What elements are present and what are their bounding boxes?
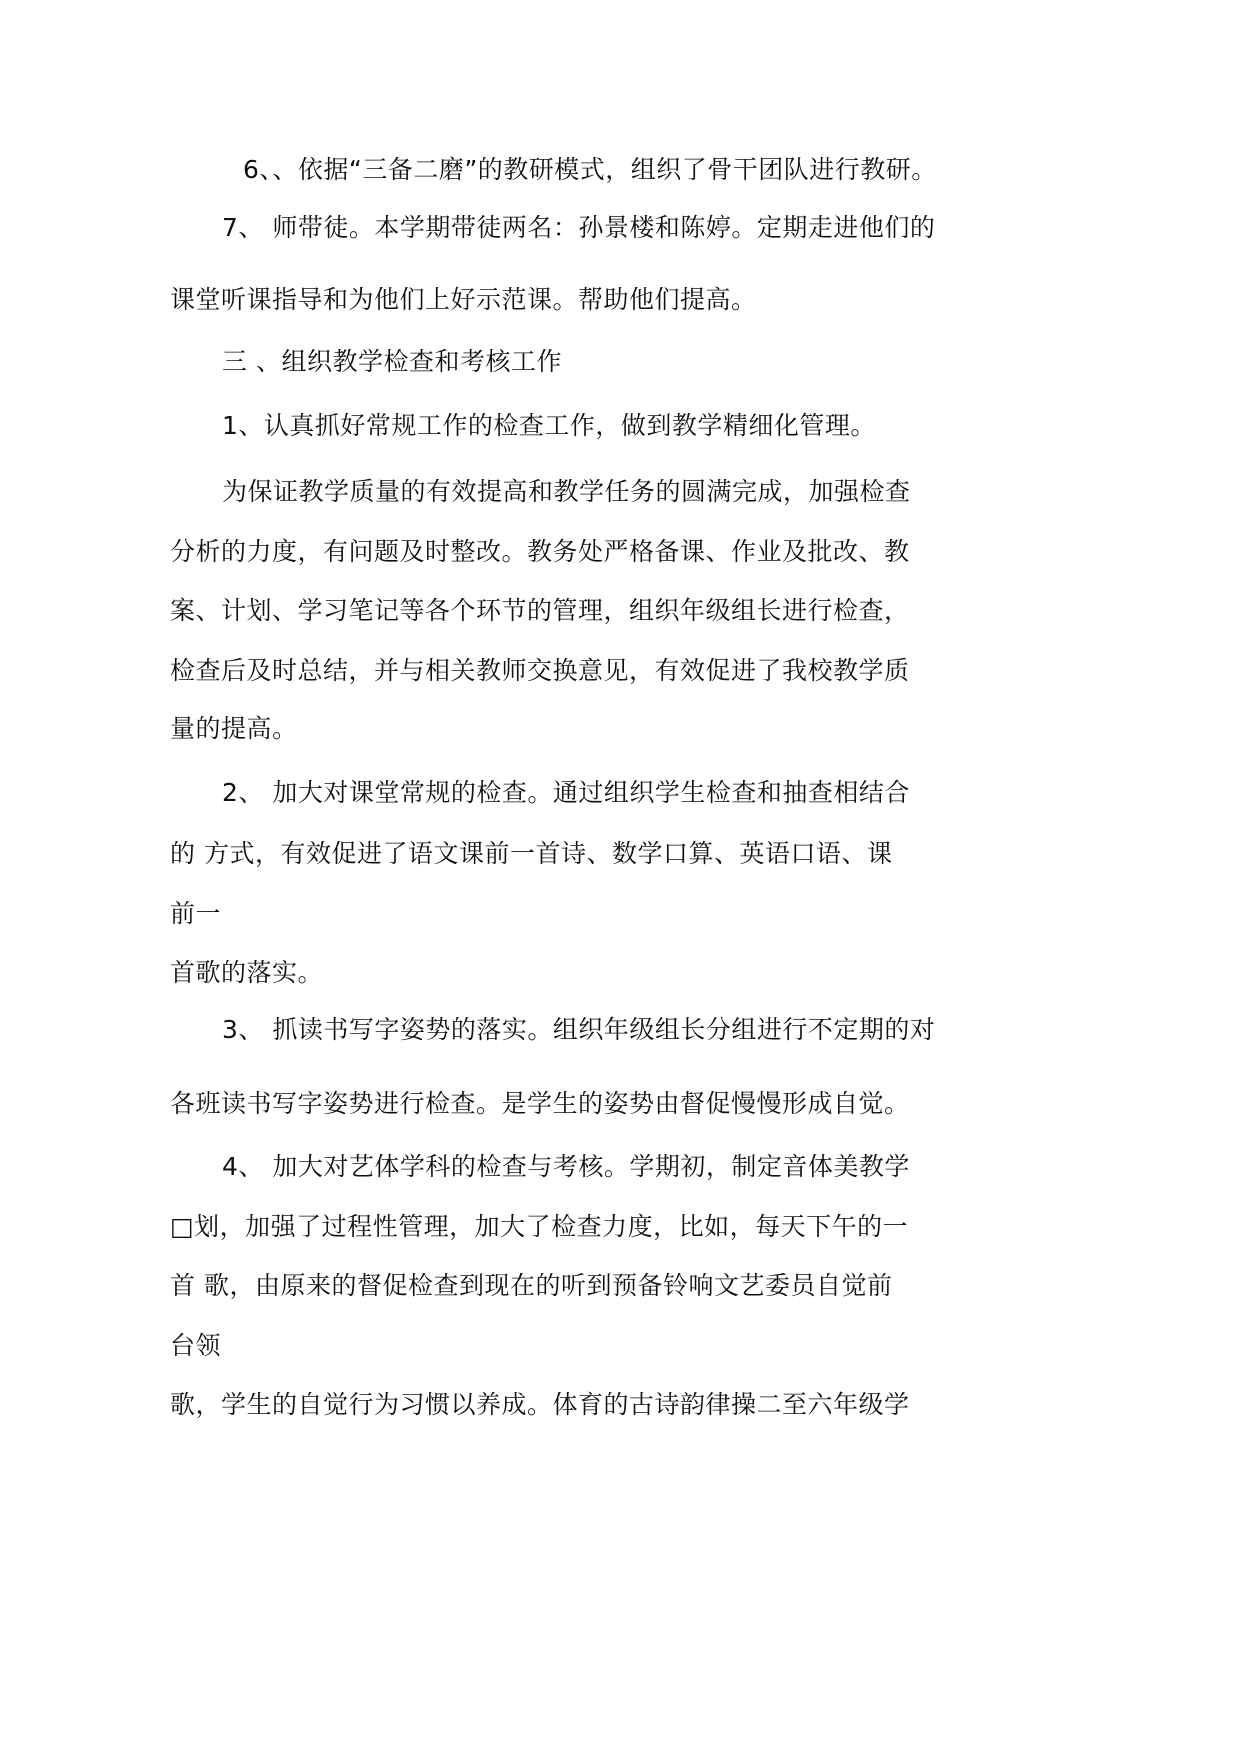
text-line: 课堂听课指导和为他们上好示范课。帮助他们提高。 <box>170 285 757 314</box>
text-line: 为保证教学质量的有效提高和教学任务的圆满完成，加强检查 <box>222 477 911 506</box>
text-line: 各班读书写字姿势进行检查。是学生的姿势由督促慢慢形成自觉。 <box>170 1089 910 1118</box>
text-line: 分析的力度，有问题及时整改。教务处严格备课、作业及批改、教 <box>170 537 910 566</box>
text-line: 6、、依据“三备二磨”的教研模式，组织了骨干团队进行教研。 <box>243 155 937 184</box>
text-line: 前一 <box>170 899 222 928</box>
text-line: 首歌的落实。 <box>170 958 324 987</box>
section-heading: 三 、组织教学检查和考核工作 <box>222 347 562 376</box>
text-line: 2、 加大对课堂常规的检查。通过组织学生检查和抽查相结合 <box>222 778 910 807</box>
text-line: 案、计划、学习笔记等各个环节的管理，组织年级组长进行检查， <box>170 596 910 625</box>
text-line: 3、 抓读书写字姿势的落实。组织年级组长分组进行不定期的对 <box>222 1015 936 1044</box>
text-line: 首 歌，由原来的督促检查到现在的听到预备铃响文艺委员自觉前 <box>170 1271 893 1300</box>
text-line: 7、 师带徒。本学期带徒两名：孙景楼和陈婷。定期走进他们的 <box>222 213 936 242</box>
text-line: 台领 <box>170 1331 222 1360</box>
text-line: 4、 加大对艺体学科的检查与考核。学期初，制定音体美教学 <box>222 1152 910 1181</box>
text-line: 的 方式，有效促进了语文课前一首诗、数学口算、英语口语、课 <box>170 839 893 868</box>
text-line: 检查后及时总结，并与相关教师交换意见，有效促进了我校教学质 <box>170 656 910 685</box>
text-line: 量的提高。 <box>170 714 298 743</box>
text-line: 1、认真抓好常规工作的检查工作，做到教学精细化管理。 <box>222 411 876 440</box>
text-line: 歌，学生的自觉行为习惯以养成。体育的古诗韵律操二至六年级学 <box>170 1390 910 1419</box>
text-line: □划，加强了过程性管理，加大了检查力度，比如，每天下午的一 <box>170 1212 909 1241</box>
